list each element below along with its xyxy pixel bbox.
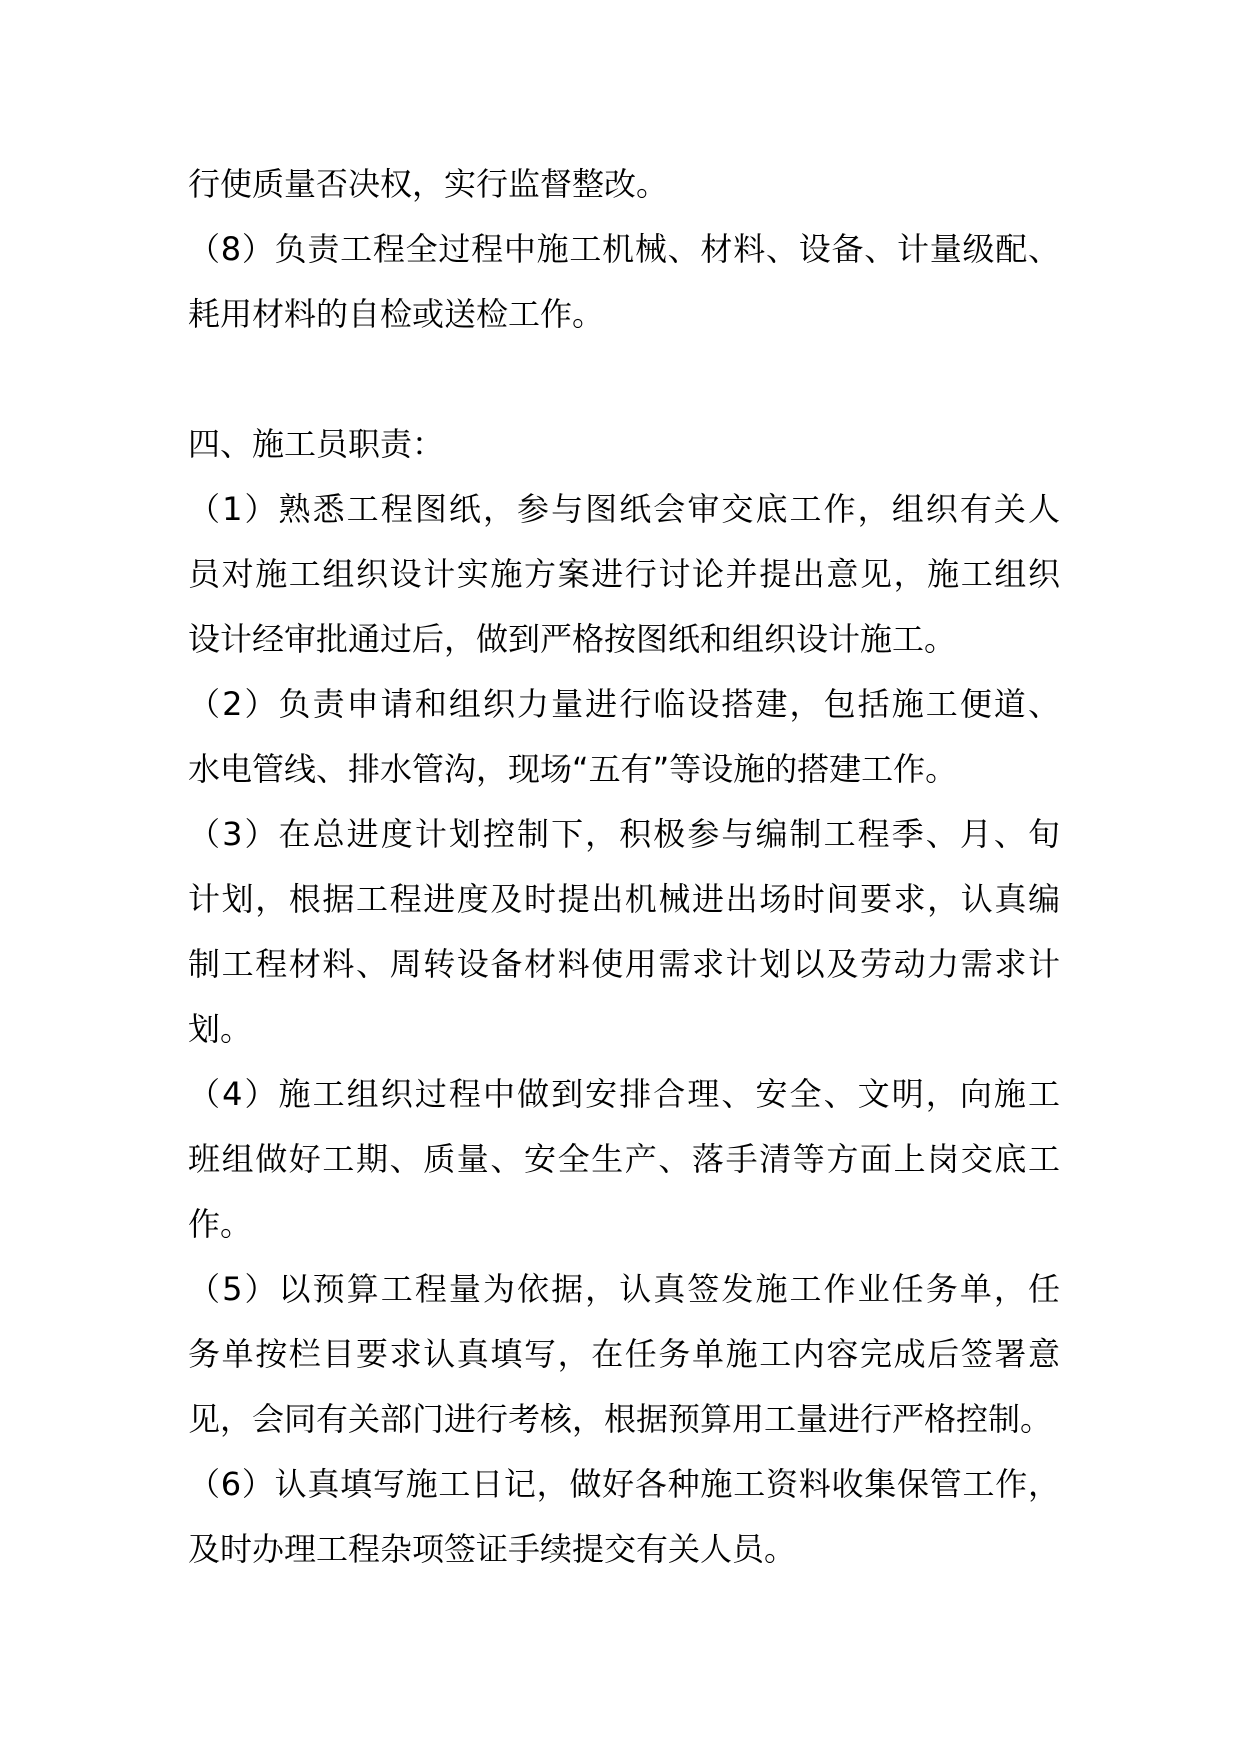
text-line: 务单按栏目要求认真填写，在任务单施工内容完成后签署意 — [188, 1335, 1060, 1373]
duty-item-1 — [188, 477, 1060, 672]
text-line: 划。 — [188, 1010, 253, 1048]
duty-item-4 — [188, 1062, 1060, 1257]
duty-item-3 — [188, 802, 1060, 1062]
duty-item-8 — [188, 217, 1060, 347]
text-line: 计划，根据工程进度及时提出机械进出场时间要求，认真编 — [188, 880, 1060, 918]
document-body — [188, 152, 1060, 1582]
duty-item-6 — [188, 1452, 1060, 1582]
duty-item-5 — [188, 1257, 1060, 1452]
text-line: 行使质量否决权，实行监督整改。 — [188, 165, 669, 203]
duty-item-2 — [188, 672, 1060, 802]
text-line: 及时办理工程杂项签证手续提交有关人员。 — [188, 1530, 797, 1568]
text-line: （4）施工组织过程中做到安排合理、安全、文明，向施工 — [188, 1075, 1060, 1113]
section-4 — [188, 412, 1060, 1582]
text-line: 员对施工组织设计实施方案进行讨论并提出意见，施工组织 — [188, 555, 1060, 593]
paragraph-continued — [188, 152, 1060, 217]
text-line: （1）熟悉工程图纸，参与图纸会审交底工作，组织有关人 — [188, 490, 1060, 528]
text-line: 耗用材料的自检或送检工作。 — [188, 295, 605, 333]
text-line: （5）以预算工程量为依据，认真签发施工作业任务单，任 — [188, 1270, 1060, 1308]
text-line: （6）认真填写施工日记，做好各种施工资料收集保管工作， — [188, 1465, 1060, 1503]
text-line: 制工程材料、周转设备材料使用需求计划以及劳动力需求计 — [188, 945, 1060, 983]
text-line: 设计经审批通过后，做到严格按图纸和组织设计施工。 — [188, 620, 957, 658]
text-line: （3）在总进度计划控制下，积极参与编制工程季、月、旬 — [188, 815, 1060, 853]
section-heading: 四、施工员职责： — [188, 425, 445, 463]
blank-line — [188, 347, 1060, 412]
text-line: 作。 — [188, 1205, 253, 1243]
text-line: （2）负责申请和组织力量进行临设搭建，包括施工便道、 — [188, 685, 1060, 723]
text-line: 班组做好工期、质量、安全生产、落手清等方面上岗交底工 — [188, 1140, 1060, 1178]
text-line: （8）负责工程全过程中施工机械、材料、设备、计量级配、 — [188, 230, 1060, 268]
text-line: 水电管线、排水管沟，现场“五有”等设施的搭建工作。 — [188, 750, 958, 788]
text-line: 见，会同有关部门进行考核，根据预算用工量进行严格控制。 — [188, 1400, 1053, 1438]
